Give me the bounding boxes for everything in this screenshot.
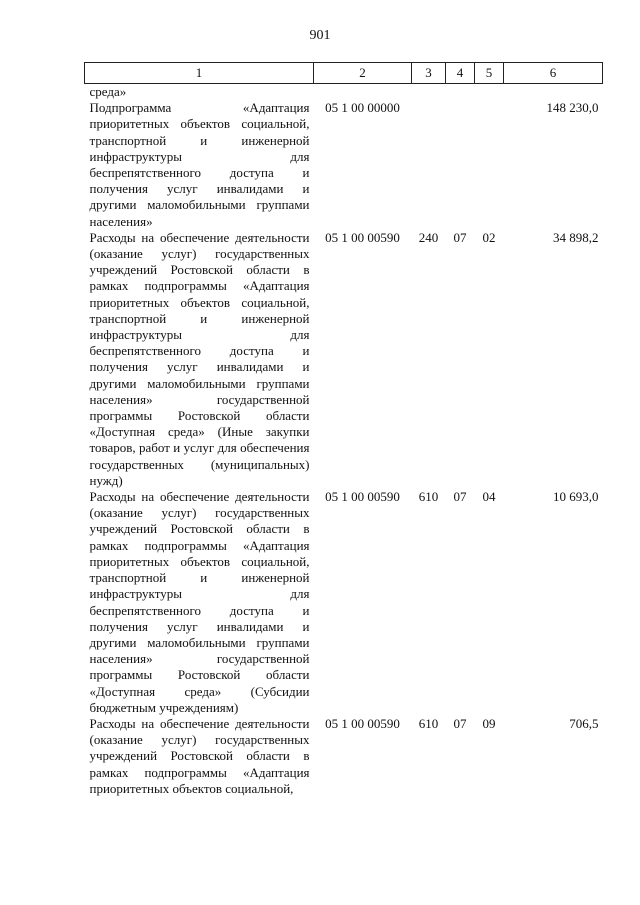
table-body [85,84,603,797]
header-cell-2: 2 [314,63,412,84]
row-expense-type: 610 [418,715,439,731]
continuation-row [85,84,603,101]
row-target-code: 05 1 00 00590 [325,489,400,505]
row-target-code: 05 1 00 00000 [325,100,400,116]
row-amount: 148 230,0 [546,100,599,116]
continuation-text: среда» [89,84,127,99]
row-subsection [475,100,504,230]
row-description: Расходы на обеспечение деятельности (оказание услуг) государственных учреждений Ростовской области в рамках подпрограммы «Адаптация приоритетных объектов социальной, транспортной и инженерной инфраструктуры для беспрепятственного доступа и получения услуг инвалидами и другими маломобильными группами населения» государственной программы Ростовской области «Доступная среда» (Иные закупки товаров, работ и услуг для обеспечения государственных (муниципальных) нужд) [89,229,310,488]
table-row [85,716,603,797]
budget-table [84,62,603,797]
row-amount: 34 898,2 [553,229,599,245]
table-row [85,489,603,716]
header-cell-4: 4 [446,63,475,84]
header-cell-5: 5 [475,63,504,84]
row-section [446,100,475,230]
row-target-code: 05 1 00 00590 [325,229,400,245]
row-expense-type [412,100,446,230]
row-amount: 10 693,0 [553,489,599,505]
table-row [85,230,603,489]
table-row [85,100,603,230]
header-cell-1: 1 [85,63,314,84]
row-amount: 706,5 [569,715,599,731]
table-header [85,63,603,84]
row-section: 07 [453,489,467,505]
row-subsection: 04 [482,489,496,505]
header-cell-3: 3 [412,63,446,84]
row-section: 07 [453,229,467,245]
row-expense-type: 240 [418,229,439,245]
page-number: 901 [309,28,331,43]
row-expense-type: 610 [418,489,439,505]
row-subsection: 09 [482,715,496,731]
row-description: Расходы на обеспечение деятельности (оказание услуг) государственных учреждений Ростовской области в рамках подпрограммы «Адаптация приоритетных объектов социальной, транспортной и инженерной инфраструктуры для беспрепятственного доступа и получения услуг инвалидами и другими маломобильными группами населения» государственной программы Ростовской области «Доступная среда» (Субсидии бюджетным учреждениям) [89,489,310,715]
header-cell-6: 6 [504,63,603,84]
header-row [85,63,603,84]
row-subsection: 02 [482,229,496,245]
row-target-code: 05 1 00 00590 [325,715,400,731]
row-description: Расходы на обеспечение деятельности (оказание услуг) государственных учреждений Ростовской области в рамках подпрограммы «Адаптация приоритетных объектов социальной, [89,715,310,796]
row-description: Подпрограмма «Адаптация приоритетных объектов социальной, транспортной и инженерной инфраструктуры для беспрепятственного доступа и получения услуг инвалидами и другими маломобильными группами населения» [89,100,310,229]
row-section: 07 [453,715,467,731]
